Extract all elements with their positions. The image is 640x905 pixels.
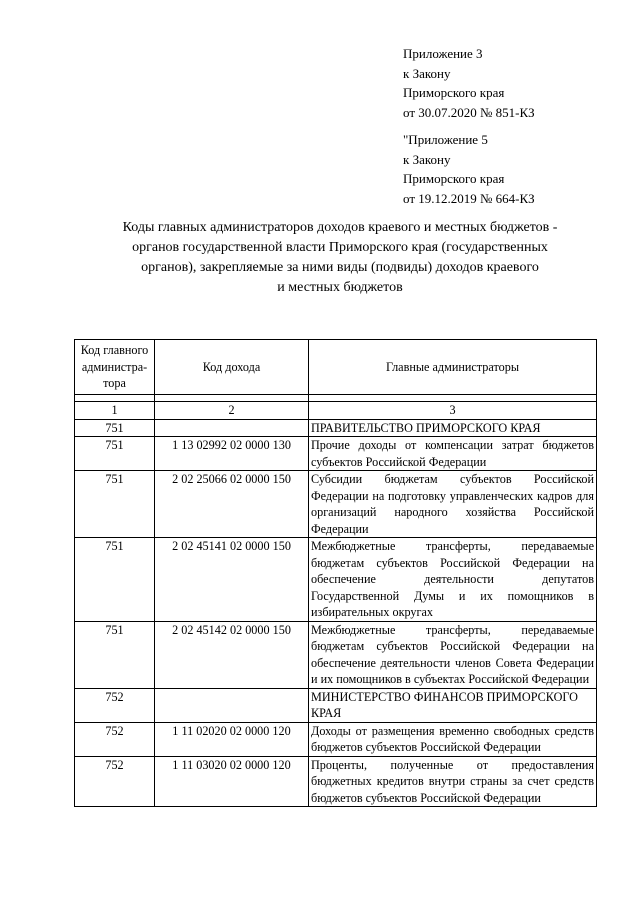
revenue-code-cell: 2 02 45141 02 0000 150 bbox=[155, 538, 309, 622]
appendix-line: "Приложение 5 bbox=[403, 132, 488, 147]
title-line: Коды главных администраторов доходов краевого и местных бюджетов - bbox=[122, 220, 558, 235]
appendix-line: Приморского края bbox=[403, 85, 505, 100]
admin-code-cell: 751 bbox=[75, 538, 155, 622]
revenue-codes-table bbox=[74, 339, 597, 807]
appendix-line: к Закону bbox=[403, 151, 451, 167]
table-row bbox=[75, 756, 597, 807]
revenue-code-cell bbox=[155, 419, 309, 437]
appendix-line: Приложение 3 bbox=[403, 46, 483, 61]
revenue-code-cell: 1 11 03020 02 0000 120 bbox=[155, 756, 309, 807]
document-title bbox=[60, 218, 620, 298]
administrator-description-cell: Проценты, полученные от предоставления бюджетных кредитов внутри страны за счет средств бюджетов субъектов Российской Федерации bbox=[309, 756, 597, 807]
table-row bbox=[75, 471, 597, 538]
revenue-code-cell: 1 11 02020 02 0000 120 bbox=[155, 722, 309, 756]
table-row bbox=[75, 419, 597, 437]
header-admin-code: Код главного администра-тора bbox=[75, 340, 155, 395]
table-row bbox=[75, 722, 597, 756]
title-line: и местных бюджетов bbox=[277, 280, 403, 295]
table-header-row bbox=[75, 340, 597, 395]
header-administrators: Главные администраторы bbox=[309, 340, 597, 395]
revenue-code-cell: 2 02 45142 02 0000 150 bbox=[155, 621, 309, 688]
header-spacer-row bbox=[75, 395, 597, 402]
admin-code-cell: 752 bbox=[75, 722, 155, 756]
table-row bbox=[75, 437, 597, 471]
administrator-description-cell: Доходы от размещения временно свободных средств бюджетов субъектов Российской Федерации bbox=[309, 722, 597, 756]
revenue-code-cell bbox=[155, 688, 309, 722]
column-number: 3 bbox=[309, 402, 597, 420]
administrator-description-cell: МИНИСТЕРСТВО ФИНАНСОВ ПРИМОРСКОГО КРАЯ bbox=[309, 688, 597, 722]
administrator-description-cell: Межбюджетные трансферты, передаваемые бюджетам субъектов Российской Федерации на обеспечение деятельности членов Совета Федерации и их помощников в субъектах Российской Федерации bbox=[309, 621, 597, 688]
admin-code-cell: 751 bbox=[75, 471, 155, 538]
administrator-description-cell: Прочие доходы от компенсации затрат бюджетов субъектов Российской Федерации bbox=[309, 437, 597, 471]
revenue-code-cell: 2 02 25066 02 0000 150 bbox=[155, 471, 309, 538]
title-line: органов), закрепляемые за ними виды (подвиды) доходов краевого bbox=[141, 260, 539, 275]
column-number: 2 bbox=[155, 402, 309, 420]
admin-code-cell: 751 bbox=[75, 437, 155, 471]
admin-code-cell: 752 bbox=[75, 688, 155, 722]
admin-code-cell: 751 bbox=[75, 419, 155, 437]
administrator-description-cell: Межбюджетные трансферты, передаваемые бюджетам субъектов Российской Федерации на обеспечение деятельности депутатов Государственной Думы и их помощников в избирательных округах bbox=[309, 538, 597, 622]
revenue-code-cell: 1 13 02992 02 0000 130 bbox=[155, 437, 309, 471]
column-number: 1 bbox=[75, 402, 155, 420]
appendix-line: от 19.12.2019 № 664-КЗ bbox=[403, 190, 535, 206]
table-row bbox=[75, 538, 597, 622]
table-row bbox=[75, 621, 597, 688]
appendix-line: к Закону bbox=[403, 65, 451, 81]
title-line: органов государственной власти Приморского края (государственных bbox=[132, 240, 548, 255]
table-row bbox=[75, 688, 597, 722]
admin-code-cell: 751 bbox=[75, 621, 155, 688]
header-revenue-code: Код дохода bbox=[155, 340, 309, 395]
administrator-description-cell: Субсидии бюджетам субъектов Российской Федерации на подготовку управленческих кадров для организаций народного хозяйства Российской Федерации bbox=[309, 471, 597, 538]
column-number-row bbox=[75, 402, 597, 420]
appendix-line: Приморского края bbox=[403, 171, 505, 186]
appendix-current-header bbox=[403, 44, 535, 122]
appendix-original-header bbox=[403, 130, 535, 208]
appendix-line: от 30.07.2020 № 851-КЗ bbox=[403, 104, 535, 120]
administrator-description-cell: ПРАВИТЕЛЬСТВО ПРИМОРСКОГО КРАЯ bbox=[309, 419, 597, 437]
admin-code-cell: 752 bbox=[75, 756, 155, 807]
